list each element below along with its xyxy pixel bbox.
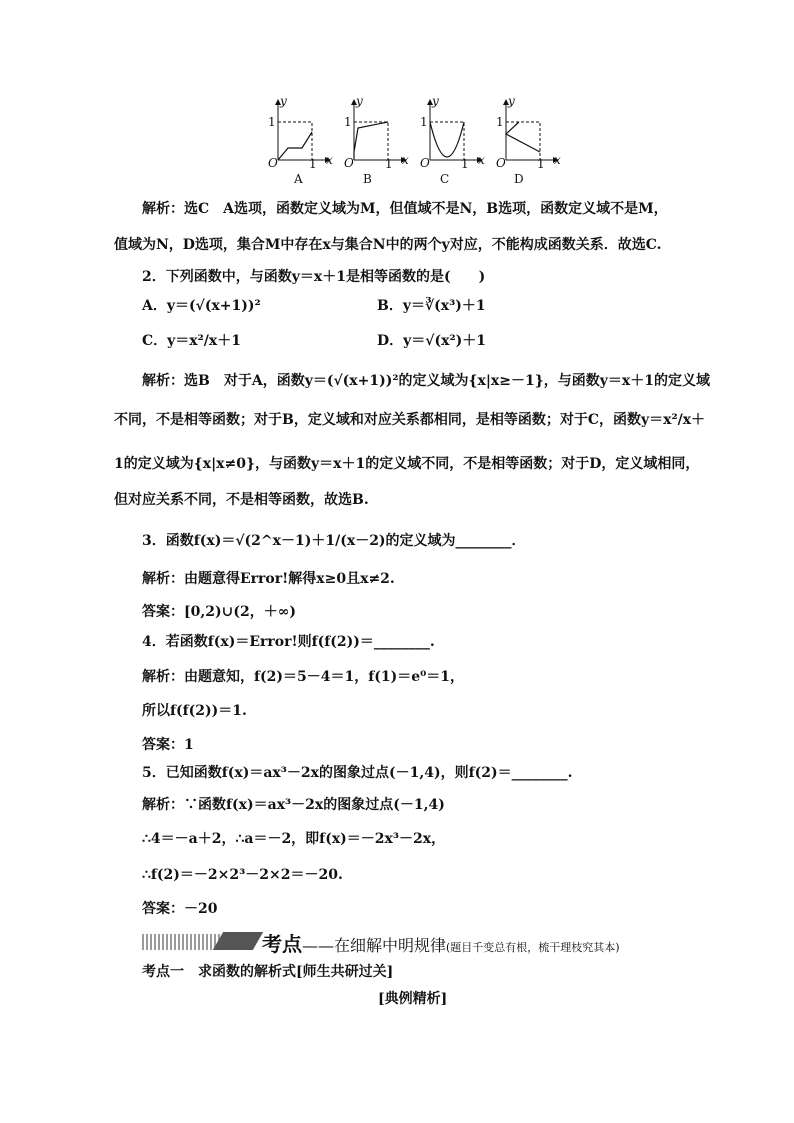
q4-analysis-line-2: 所以f(f(2))＝1.	[142, 703, 247, 719]
origin-label-c: O	[420, 156, 430, 170]
q3-analysis: 解析：由题意得Error!解得x≥0且x≠2.	[142, 571, 395, 587]
q2-analysis-line-2: 不同，不是相等函数；对于B，定义域和对应关系都相同，是相等函数；对于C，函数y＝x²/x＋	[114, 412, 706, 428]
q3-answer: 答案：[0,2)∪(2，＋∞)	[142, 604, 296, 620]
axis-y-label-a: y	[280, 94, 287, 108]
function-graphs	[260, 92, 560, 182]
origin-label-a: O	[268, 156, 278, 170]
graph-label-c: C	[440, 172, 450, 186]
axis-y-label-d: y	[508, 94, 515, 108]
section-heading: 考点一 求函数的解析式[师生共研过关]	[142, 964, 394, 980]
graph-label-a: A	[294, 172, 303, 186]
q2-option-c: C．y＝x²/x＋1	[142, 333, 241, 349]
tick-one-y-a: 1	[268, 115, 276, 129]
q4-analysis-line-1: 解析：由题意知，f(2)＝5－4＝1，f(1)＝e⁰＝1，	[142, 669, 465, 685]
q2-analysis-line-4: 但对应关系不同，不是相等函数，故选B.	[114, 492, 369, 508]
axis-y-label-c: y	[432, 94, 439, 108]
axis-x-label-d: x	[554, 153, 561, 167]
graph-a	[278, 100, 330, 160]
banner-dark-block	[213, 932, 263, 950]
graph-c	[430, 100, 482, 160]
q2-option-b: B．y＝∛(x³)＋1	[377, 298, 486, 314]
q2-option-a: A．y＝(√(x+1))²	[142, 298, 261, 314]
axis-y-label-b: y	[356, 94, 363, 108]
tick-one-x-c: 1	[461, 157, 469, 171]
q4-answer: 答案：1	[142, 737, 194, 753]
q2-analysis-line-3: 1的定义域为{x|x≠0}，与函数y＝x＋1的定义域不同，不是相等函数；对于D，定义域相同，	[114, 456, 700, 472]
banner-title: 考点	[262, 932, 302, 956]
section-subheading: [典例精析]	[378, 991, 448, 1007]
tick-one-y-d: 1	[496, 115, 504, 129]
tick-one-x-b: 1	[385, 157, 393, 171]
tick-one-y-b: 1	[344, 115, 352, 129]
graph-b	[354, 100, 406, 160]
graph-d	[506, 100, 558, 160]
q2-analysis-line-1: 解析：选B 对于A，函数y＝(√(x+1))²的定义域为{x|x≥－1}，与函数y＝x＋1的定义域	[142, 373, 710, 389]
tick-one-x-a: 1	[309, 157, 317, 171]
q1-analysis-line-2: 值域为N，D选项，集合M中存在x与集合N中的两个y对应，不能构成函数关系．故选C.	[114, 237, 662, 253]
graph-label-d: D	[514, 172, 524, 186]
banner-heading	[262, 928, 620, 957]
q1-analysis-line-1: 解析：选C A选项，函数定义域为M，但值域不是N，B选项，函数定义域不是M，	[142, 201, 668, 217]
axis-x-label-b: x	[402, 153, 409, 167]
q2-option-d: D．y＝√(x²)＋1	[377, 333, 486, 349]
q5-analysis-line-2: ∴4＝－a＋2，∴a＝－2，即f(x)＝－2x³－2x，	[142, 831, 446, 847]
graph-label-b: B	[363, 172, 372, 186]
q5-analysis-line-3: ∴f(2)＝－2×2³－2×2＝－20.	[142, 867, 343, 883]
q5-stem: 5．已知函数f(x)＝ax³－2x的图象过点(－1,4)，则f(2)＝________.	[142, 765, 573, 781]
axis-x-label-c: x	[478, 153, 485, 167]
origin-label-d: O	[496, 156, 506, 170]
axis-x-label-a: x	[326, 153, 333, 167]
tick-one-y-c: 1	[420, 115, 428, 129]
q5-answer: 答案：－20	[142, 901, 218, 917]
origin-label-b: O	[344, 156, 354, 170]
q4-stem: 4．若函数f(x)＝Error!则f(f(2))＝________.	[142, 634, 435, 650]
q3-stem: 3．函数f(x)＝√(2^x－1)＋1/(x－2)的定义域为________．	[142, 533, 526, 549]
banner-note: (题目千变总有根，梳干理枝究其本)	[446, 941, 620, 954]
q2-stem: 2．下列函数中，与函数y＝x＋1是相等函数的是( )	[142, 269, 486, 285]
banner-subtitle: 在细解中明规律	[334, 936, 447, 955]
q5-analysis-line-1: 解析：∵函数f(x)＝ax³－2x的图象过点(－1,4)	[142, 797, 445, 813]
tick-one-x-d: 1	[537, 157, 545, 171]
banner-dash: ——	[302, 936, 334, 955]
